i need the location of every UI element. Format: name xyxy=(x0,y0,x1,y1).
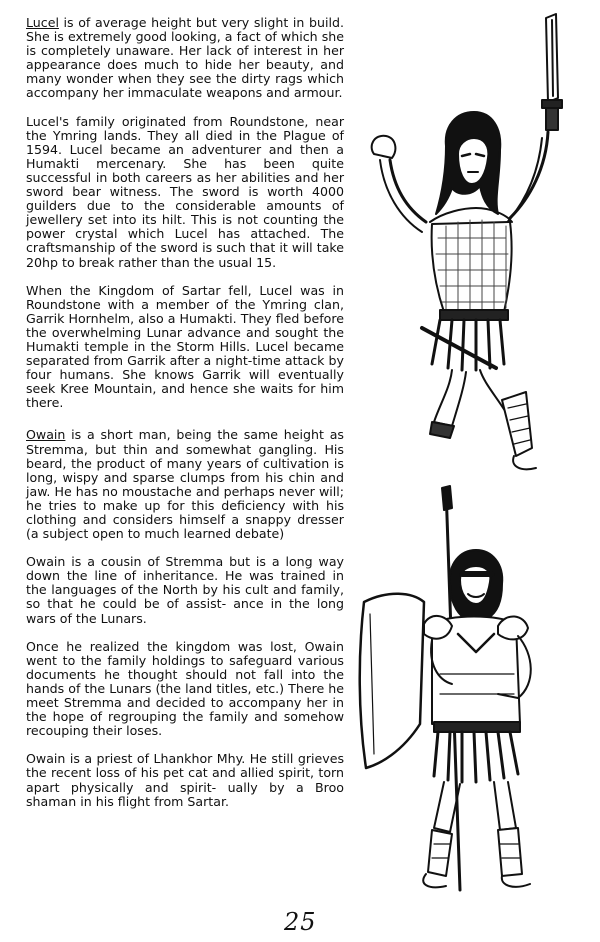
page-number: 25 xyxy=(284,908,317,936)
owain-illustration xyxy=(348,484,592,894)
paragraph-owain-kingdom: Once he realized the kingdom was lost, Owain went to the family holdings to safeguard various documents he thought should not fall into the hands of the Lunars (the land titles, etc.) There he meet Stremma and decided to accompany her in the hope of regrouping the family and somehow recouping their loses. xyxy=(26,638,344,739)
name-owain: Owain xyxy=(26,427,66,443)
text-column xyxy=(26,16,344,809)
lucel-illustration xyxy=(360,8,592,478)
paragraph-lucel-sartar: When the Kingdom of Sartar fell, Lucel was in Roundstone with a member of the Ymring clan, Garrik Hornhelm, also a Humakti. They fled before the overwhelming Lunar advance and sought the Humakti temple in the Storm Hills. Lucel became separated from Garrik after a night-time attack by four humans. She knows Garrik will eventually seek Kree Mountain, and hence she waits for him there. xyxy=(26,282,344,411)
paragraph-owain-description: Owain is a short man, being the same height as Stremma, but thin and somewhat gangling. His beard, the product of many years of cultivation is long, wispy and sparse clumps from his chin and jaw. He has no moustache and perhaps never will; he tries to make up for this deficiency with his clothing and considers himself a snappy dresser (a subject open to much learned debate) xyxy=(26,427,344,542)
paragraph-owain-priest: Owain is a priest of Lhankhor Mhy. He still grieves the recent loss of his pet cat and allied spirit, torn apart physically and spirit- ually by a Broo shaman in his flight from Sartar. xyxy=(26,751,344,809)
paragraph-owain-cousin: Owain is a cousin of Stremma but is a long way down the line of inheritance. He was trained in the languages of the North by his cult and family, so that he could be of assist- ance in the long wars of the Lunars. xyxy=(26,554,344,626)
paragraph-lucel-family: Lucel's family originated from Roundstone, near the Ymring lands. They all died in the Plague of 1594. Lucel became an adventurer and then a Humakti mercenary. She has been quite successful in both careers as her abilities and her sword bear witness. The sword is worth 4000 guilders due to the considerable amounts of jewellery set into its hilt. This is not counting the power crystal which Lucel has attached. The craftsmanship of the sword is such that it will take 20hp to break rather than the usual 15. xyxy=(26,113,344,270)
name-lucel: Lucel xyxy=(26,15,59,30)
paragraph-lucel-description: Lucel is of average height but very slight in build. She is extremely good looking, a fact of which she is completely unaware. Her lack of interest in her appearance does much to hide her beauty, and many wonder when they see the dirty rags which accompany her immaculate weapons and armour. xyxy=(26,15,344,101)
